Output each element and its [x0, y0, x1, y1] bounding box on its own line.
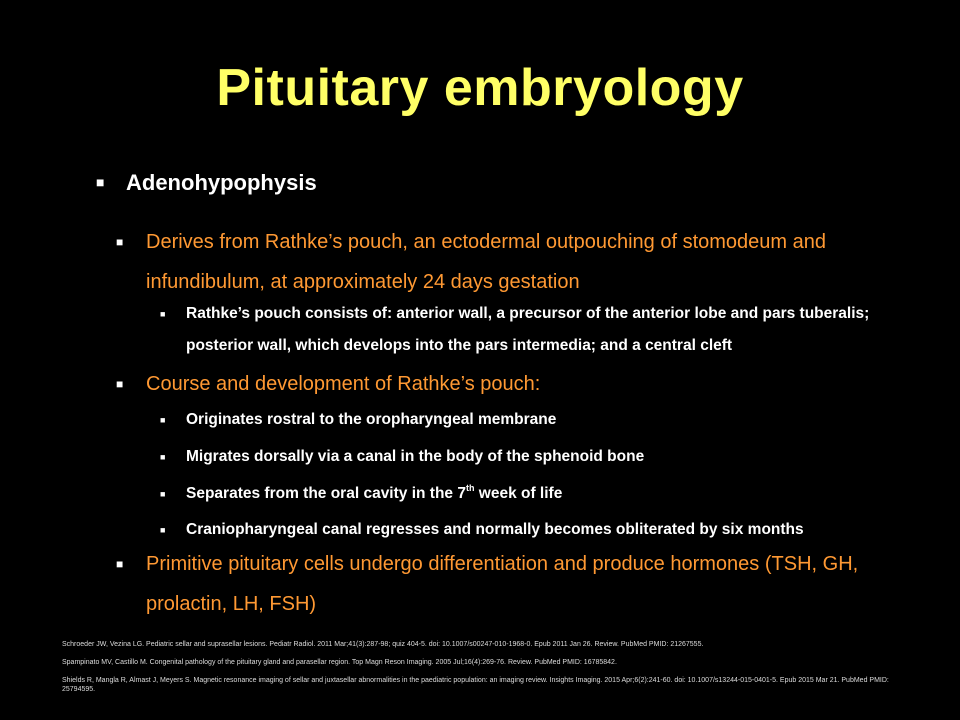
bullet-derives [116, 222, 936, 302]
sub-bullet-migrates [160, 441, 920, 473]
square-bullet-icon: ■ [160, 452, 166, 462]
bullet-primitive-cells [116, 544, 936, 624]
square-bullet-icon: ■ [116, 377, 124, 391]
sub-bullet-pouch-structure [160, 298, 920, 362]
sub-bullet-regresses [160, 514, 920, 546]
bullet-text: Craniopharyngeal canal regresses and normally becomes obliterated by six months [186, 521, 804, 538]
bullet-course [116, 364, 936, 404]
bullet-text: Migrates dorsally via a canal in the body of the sphenoid bone [186, 448, 645, 465]
square-bullet-icon: ■ [96, 174, 105, 190]
bullet-text: Originates rostral to the oropharyngeal membrane [186, 411, 557, 428]
text-part: Separates from the oral cavity in the 7 [186, 485, 466, 502]
bullet-text: Course and development of Rathke’s pouch: [146, 373, 541, 395]
reference-2: Spampinato MV, Castillo M. Congenital pathology of the pituitary gland and parasellar region. Top Magn Reson Imaging. 2005 Jul;16(4):269-76. Review. PubMed PMID: 16785842. [62, 659, 617, 666]
reference-3: Shields R, Mangla R, Almast J, Meyers S. Magnetic resonance imaging of sellar and juxtasellar abnormalities in the paediatric population: an imaging review. Insights Imaging. 2015 Apr;6(2):241-60. doi: 10.1007/s13244-015-0401-5. Epub 2015 Mar 21. PubMed PMID: 25794595. [62, 677, 889, 693]
text-part: week of life [474, 485, 563, 502]
bullet-text: Derives from Rathke’s pouch, an ectodermal outpouching of stomodeum and infundibulum, at approximately 24 days gestation [146, 231, 827, 293]
square-bullet-icon: ■ [160, 309, 166, 319]
sub-bullet-separates [160, 478, 920, 510]
bullet-text: Rathke’s pouch consists of: anterior wall, a precursor of the anterior lobe and pars tuberalis; posterior wall, which develops into the pars intermedia; and a central cleft [186, 305, 870, 354]
heading-adenohypophysis [96, 170, 317, 196]
square-bullet-icon: ■ [160, 415, 166, 425]
square-bullet-icon: ■ [160, 525, 166, 535]
sub-bullet-originates [160, 404, 920, 436]
slide-title: Pituitary embryology [216, 59, 744, 117]
bullet-text: Primitive pituitary cells undergo differentiation and produce hormones (TSH, GH, prolactin, LH, FSH) [146, 553, 859, 615]
square-bullet-icon: ■ [116, 235, 124, 249]
heading-text: Adenohypophysis [126, 170, 317, 195]
square-bullet-icon: ■ [116, 557, 124, 571]
square-bullet-icon: ■ [160, 489, 166, 499]
bullet-text [160, 478, 920, 510]
reference-1: Schroeder JW, Vezina LG. Pediatric sellar and suprasellar lesions. Pediatr Radiol. 2011 Mar;41(3):287-98; quiz 404-5. doi: 10.1007/s00247-010-1968-0. Epub 2011 Jan 26. Review. PubMed PMID: 21267555. [62, 641, 704, 648]
superscript: th [465, 483, 475, 493]
references [62, 640, 892, 703]
